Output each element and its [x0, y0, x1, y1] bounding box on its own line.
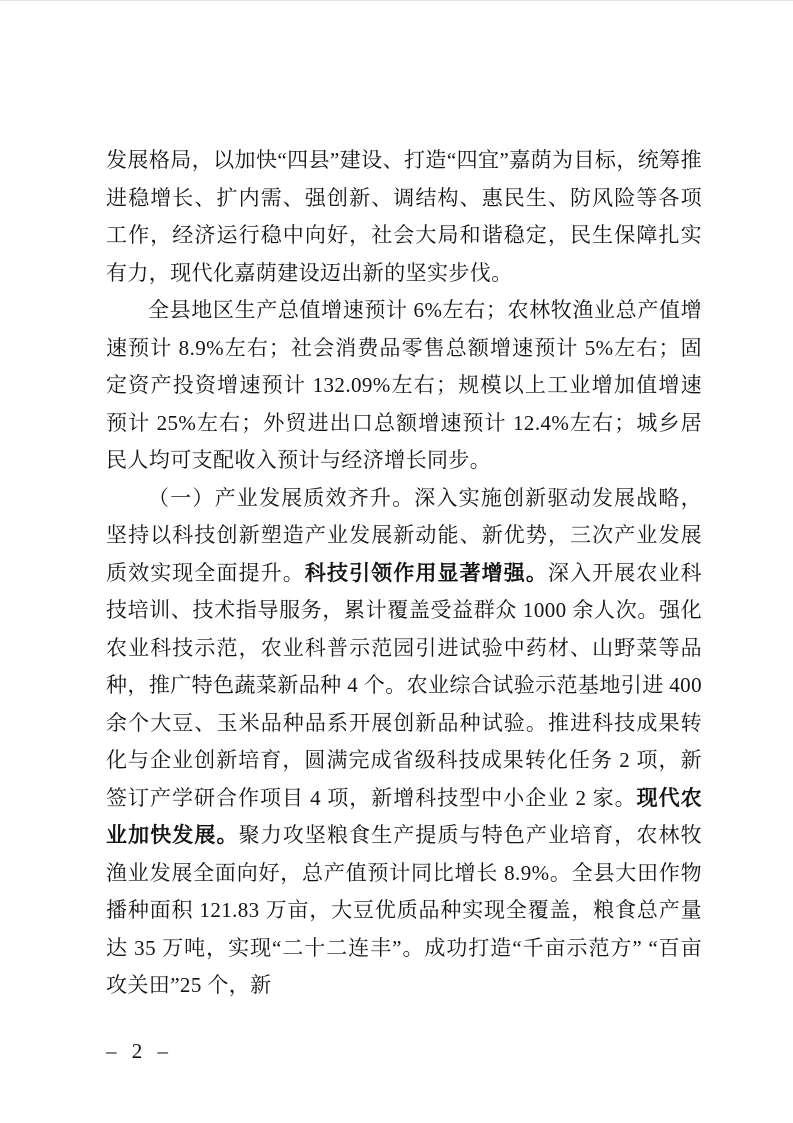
bold-emphasis-run: 科技引领作用显著增强。	[304, 560, 548, 585]
text-run: 深入开展农业科技培训、技术指导服务，累计覆盖受益群众 1000 余人次。强化农业科技示范，农业科普示范园引进试验中药材、山野菜等品种，推广特色蔬菜新品种 4 个。农业综合试验示范基地引进 400 余个大豆、玉米品种品系开展创新品种试验。推进科技成果转化与企业创新培育，圆满完成省级科技成果转化任务 2 项，新签订产学研合作项目 4 项，新增科技型中小企业 2 家。	[106, 560, 702, 810]
text-run: 深入实施创新驱动发展战略，坚持以科技创新塑造产业发展新动能、新优势，三次产业发展质效实现全面提升。	[106, 485, 702, 585]
bold-emphasis-run: 现代农业加快发展。	[106, 785, 702, 847]
document-body	[106, 142, 702, 1005]
paragraph	[106, 292, 702, 480]
paragraph	[106, 480, 702, 1005]
text-run: 发展格局，以加快“四县”建设、打造“四宜”嘉荫为目标，统筹推进稳增长、扩内需、强创新、调结构、惠民生、防风险等各项工作，经济运行稳中向好，社会大局和谐稳定，民生保障扎实有力，现代化嘉荫建设迈出新的坚实步伐。	[106, 148, 702, 285]
paragraph	[106, 142, 702, 292]
text-run: 聚力攻坚粮食生产提质与特色产业培育，农林牧渔业发展全面向好，总产值预计同比增长 8.9%。全县大田作物播种面积 121.83 万亩，大豆优质品种实现全覆盖，粮食总产量达 35 万吨，实现“二十二连丰”。成功打造“千亩示范方” “百亩攻关田”25 个，新	[106, 823, 702, 997]
section-heading-run: （一）产业发展质效齐升。	[148, 485, 415, 510]
page-number: – 2 –	[106, 1039, 173, 1063]
text-run: 全县地区生产总值增速预计 6%左右；农林牧渔业总产值增速预计 8.9%左右；社会消费品零售总额增速预计 5%左右；固定资产投资增速预计 132.09%左右；规模以上工业增加值增速预计 25%左右；外贸进出口总额增速预计 12.4%左右；城乡居民人均可支配收入预计与经济增长同步。	[106, 298, 702, 472]
